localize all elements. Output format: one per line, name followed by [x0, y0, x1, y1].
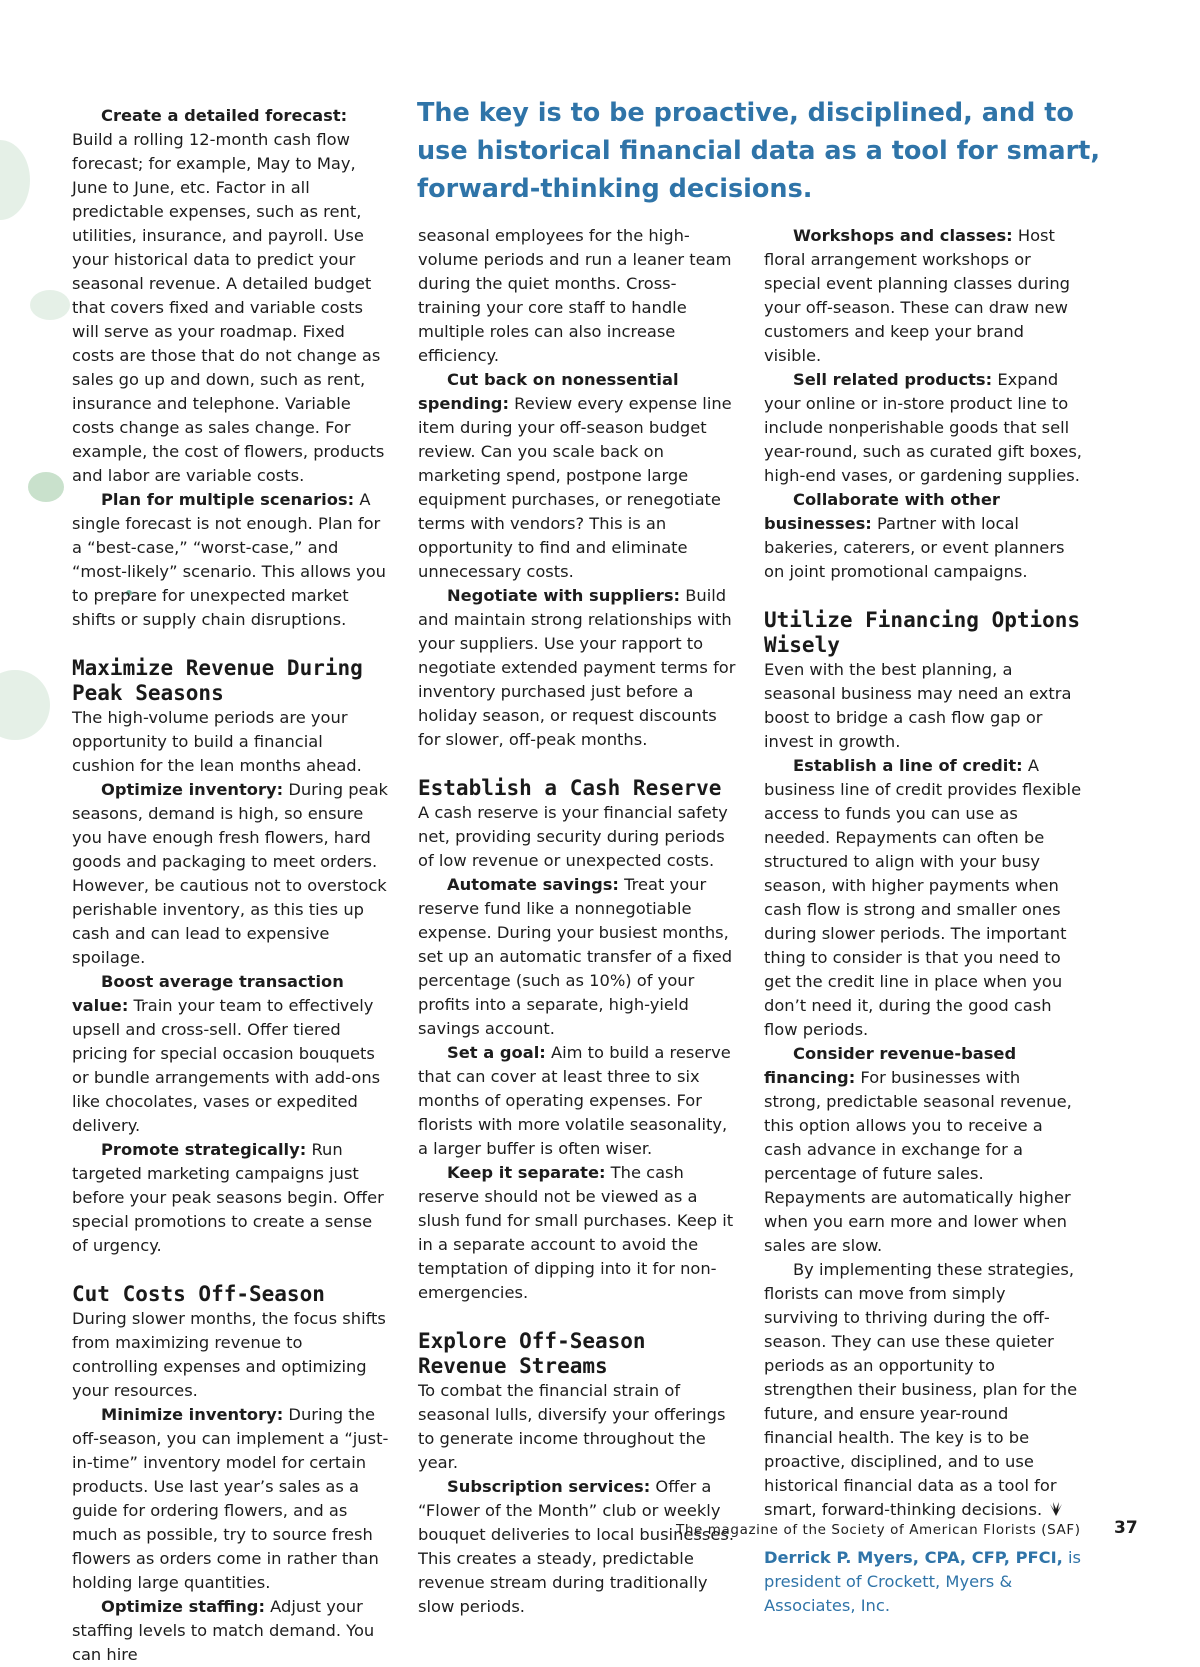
run-in-head: Automate savings:	[447, 875, 619, 894]
section-heading: Explore Off-Season Revenue Streams	[418, 1329, 646, 1378]
paragraph: To combat the financial strain of seasonal lulls, diversify your offerings to generate income throughout the year.	[418, 1381, 726, 1472]
watercolor-splash	[0, 140, 30, 220]
run-in-head: Boost average transaction value:	[72, 972, 344, 1015]
paragraph: Create a detailed forecast: Build a rolling 12-month cash flow forecast; for example, May to May, June to June, etc. Factor in all predictable expenses, such as rent, utilities, insurance, and payroll. Use your historical data to predict your seasonal revenue. A detailed budget that covers fixed and variable costs will serve as your roadmap. Fixed costs are those that do not change as sales go up and down, such as rent, insurance and telephone. Variable costs change as sales change. For example, the cost of flowers, products and labor are variable costs.	[72, 106, 385, 485]
paragraph: Establish a line of credit: A business line of credit provides flexible access to funds you can use as needed. Repayments can often be structured to align with your busy season, with higher payments when cash flow is strong and smaller ones during slower periods. The important thing to consider is that you need to get the credit line in place when you don’t need it, during the good cash flow periods.	[764, 756, 1082, 1039]
paragraph: A cash reserve is your financial safety net, providing security during periods of low revenue or unexpected costs.	[418, 803, 728, 870]
paragraph: Boost average transaction value: Train your team to effectively upsell and cross-sell. Offer tiered pricing for special occasion bouquets or bundle arrangements with add-ons like chocolates, vases or expedited delivery.	[72, 972, 381, 1135]
paragraph: During slower months, the focus shifts from maximizing revenue to controlling expenses and optimizing your resources.	[72, 1309, 386, 1400]
column-3	[764, 224, 1082, 1618]
paragraph: Automate savings: Treat your reserve fund like a nonnegotiable expense. During your busiest months, set up an automatic transfer of a fixed percentage (such as 10%) of your profits into a separate, high-yield savings account.	[418, 875, 733, 1038]
run-in-head: Set a goal:	[447, 1043, 546, 1062]
run-in-head: Promote strategically:	[101, 1140, 307, 1159]
run-in-head: Keep it separate:	[447, 1163, 606, 1182]
paragraph: seasonal employees for the high-volume periods and run a leaner team during the quiet months. Cross-training your core staff to handle multiple roles can also increase efficiency.	[418, 226, 732, 365]
paragraph: Consider revenue-based financing: For businesses with strong, predictable seasonal revenue, this option allows you to receive a cash advance in exchange for a percentage of future sales. Repayments are automatically higher when you earn more and lower when sales are slow.	[764, 1044, 1072, 1255]
paragraph: Negotiate with suppliers: Build and maintain strong relationships with your suppliers. Use your rapport to negotiate extended payment terms for inventory purchased just before a holiday season, or request discounts for slower, off-peak months.	[418, 586, 736, 749]
paragraph: Workshops and classes: Host floral arrangement workshops or special event planning classes during your off-season. These can draw new customers and keep your brand visible.	[764, 226, 1070, 365]
paragraph: Minimize inventory: During the off-season, you can implement a “just-in-time” inventory model for certain products. Use last year’s sales as a guide for ordering flowers, and as much as possible, try to source fresh flowers as orders come in rather than holding large quantities.	[72, 1405, 389, 1592]
author-bio: Derrick P. Myers, CPA, CFP, PFCI, is president of Crockett, Myers & Associates, Inc.	[764, 1548, 1082, 1615]
paragraph: Optimize inventory: During peak seasons, demand is high, so ensure you have enough fresh flowers, hard goods and packaging to meet orders. However, be cautious not to overstock perishable inventory, as this ties up cash and can lead to expensive spoilage.	[72, 780, 388, 967]
footer-magazine-credit: The magazine of the Society of American Florists (SAF)	[676, 1522, 1081, 1538]
section-heading: Cut Costs Off-Season	[72, 1282, 325, 1306]
section-heading: Utilize Financing Options Wisely	[764, 608, 1081, 657]
paragraph: Subscription services: Offer a “Flower of the Month” club or weekly bouquet deliveries to local businesses. This creates a steady, predictable revenue stream during traditionally slow periods.	[418, 1477, 735, 1616]
section-heading: Maximize Revenue During Peak Seasons	[72, 656, 363, 705]
saf-logo-icon	[1047, 1501, 1065, 1517]
run-in-head: Consider revenue-based financing:	[764, 1044, 1017, 1087]
paragraph: The high-volume periods are your opportunity to build a financial cushion for the lean months ahead.	[72, 708, 362, 775]
run-in-head: Optimize staffing:	[101, 1597, 265, 1616]
column-2	[418, 224, 736, 1619]
paragraph: Even with the best planning, a seasonal business may need an extra boost to bridge a cash flow gap or invest in growth.	[764, 660, 1072, 751]
page-number: 37	[1114, 1518, 1138, 1538]
pull-quote: The key is to be proactive, disciplined, and to use historical financial data as a tool for smart, forward-thinking decisions.	[417, 98, 1101, 204]
paragraph: Sell related products: Expand your online or in-store product line to include nonperishable goods that sell year-round, such as curated gift boxes, high-end vases, or gardening supplies.	[764, 370, 1082, 485]
paragraph: Plan for multiple scenarios: A single forecast is not enough. Plan for a “best-case,” “worst-case,” and “most-likely” scenario. This allows you to prepare for unexpected market shifts or supply chain disruptions.	[72, 490, 386, 629]
paragraph: Set a goal: Aim to build a reserve that can cover at least three to six months of operating expenses. For florists with more volatile seasonality, a larger buffer is often wiser.	[418, 1043, 731, 1158]
run-in-head: Create a detailed forecast:	[101, 106, 348, 125]
paragraph: By implementing these strategies, florists can move from simply surviving to thriving during the off-season. They can use these quieter periods as an opportunity to strengthen their business, plan for the future, and ensure year-round financial health. The key is to be proactive, disciplined, and to use historical financial data as a tool for smart, forward-thinking decisions.	[764, 1260, 1078, 1519]
run-in-head: Sell related products:	[793, 370, 993, 389]
watercolor-splash	[0, 670, 50, 740]
run-in-head: Establish a line of credit:	[793, 756, 1023, 775]
run-in-head: Workshops and classes:	[793, 226, 1013, 245]
paragraph: Cut back on nonessential spending: Review every expense line item during your off-season budget review. Can you scale back on marketing spend, postpone large equipment purchases, or renegotiate terms with vendors? This is an opportunity to find and eliminate unnecessary costs.	[418, 370, 732, 581]
run-in-head: Collaborate with other businesses:	[764, 490, 1000, 533]
watercolor-splash	[30, 290, 70, 320]
paragraph: Collaborate with other businesses: Partner with local bakeries, caterers, or event planners on joint promotional campaigns.	[764, 490, 1065, 581]
run-in-head: Plan for multiple scenarios:	[101, 490, 355, 509]
paragraph: Optimize staffing: Adjust your staffing levels to match demand. You can hire	[72, 1597, 375, 1664]
run-in-head: Negotiate with suppliers:	[447, 586, 681, 605]
run-in-head: Subscription services:	[447, 1477, 651, 1496]
column-1	[72, 104, 390, 1667]
watercolor-splash	[28, 472, 64, 502]
run-in-head: Optimize inventory:	[101, 780, 284, 799]
section-heading: Establish a Cash Reserve	[418, 776, 722, 800]
paragraph: Keep it separate: The cash reserve should not be viewed as a slush fund for small purchases. Keep it in a separate account to avoid the temptation of dipping into it for non-emergencies.	[418, 1163, 734, 1302]
run-in-head: Cut back on nonessential spending:	[418, 370, 679, 413]
paragraph: Promote strategically: Run targeted marketing campaigns just before your peak seasons begin. Offer special promotions to create a sense of urgency.	[72, 1140, 384, 1255]
author-name: Derrick P. Myers, CPA, CFP, PFCI,	[764, 1548, 1063, 1567]
run-in-head: Minimize inventory:	[101, 1405, 284, 1424]
